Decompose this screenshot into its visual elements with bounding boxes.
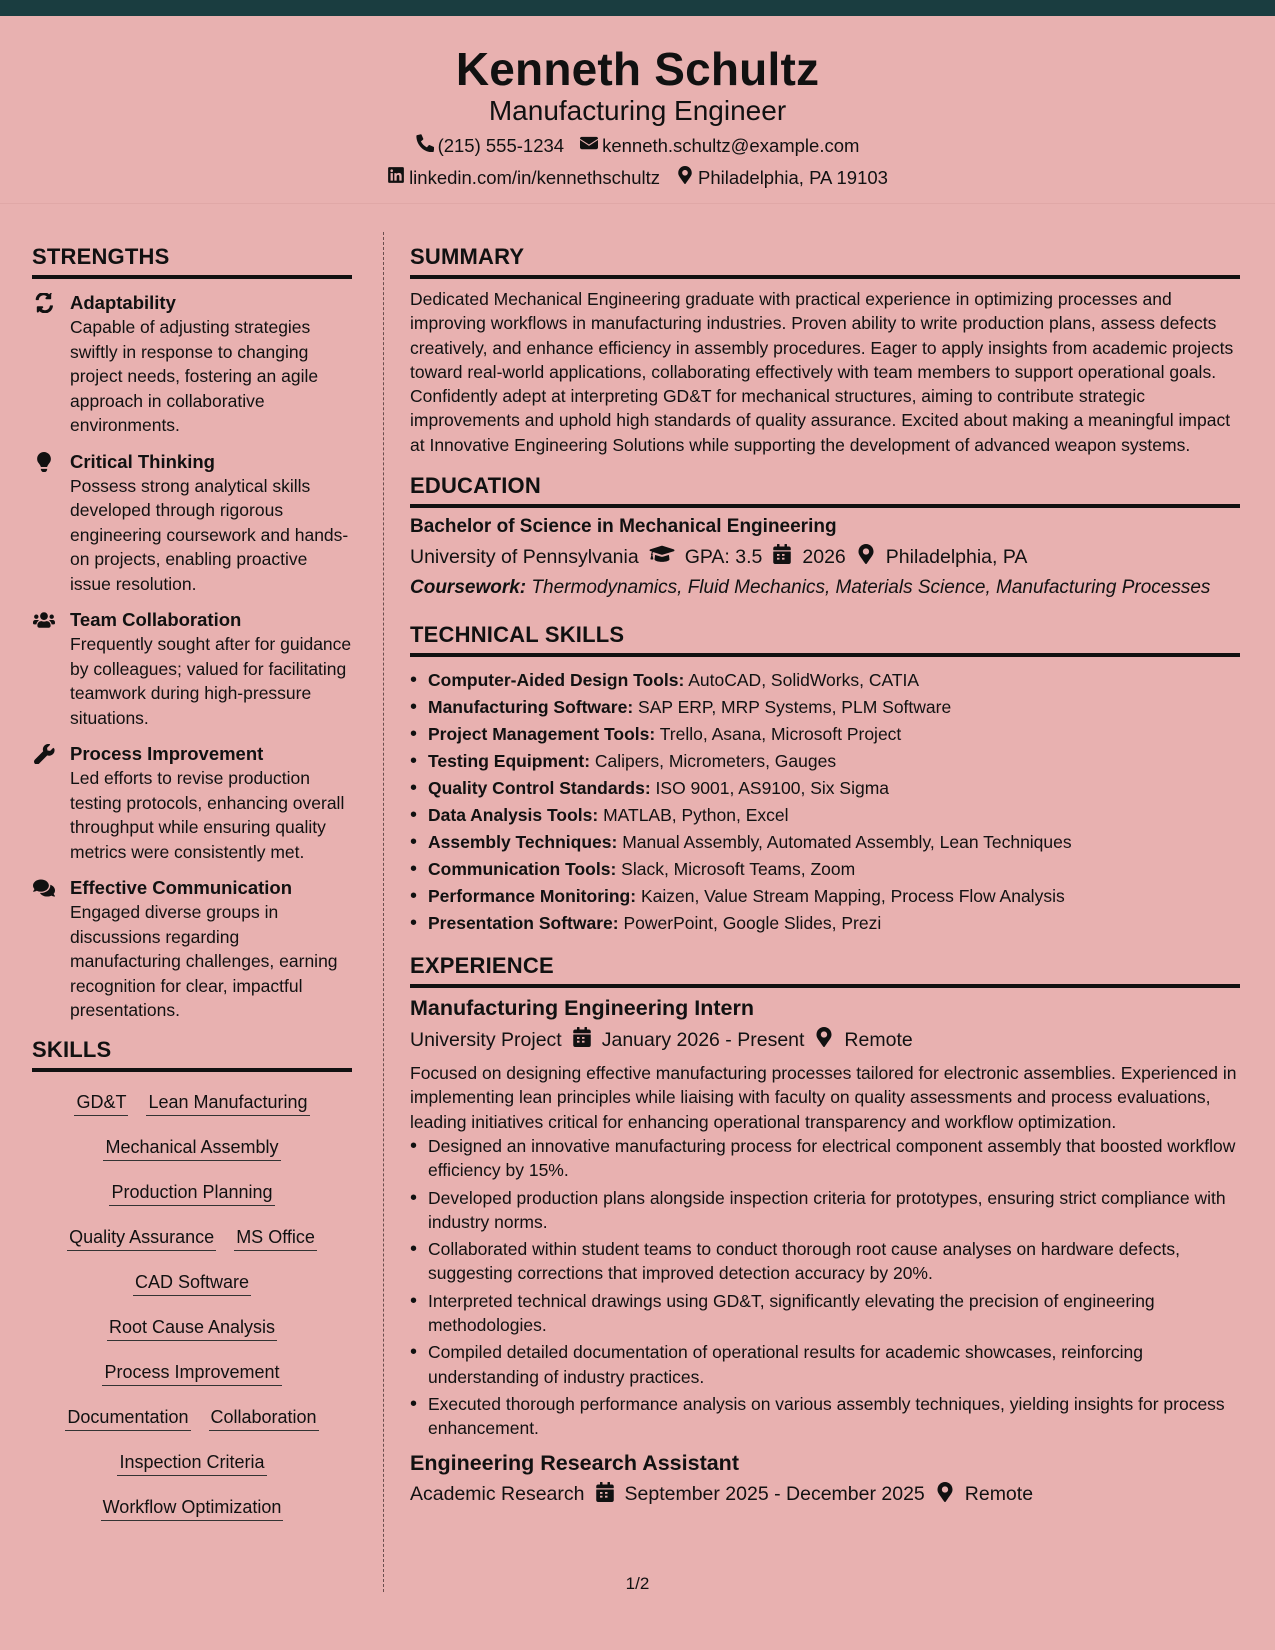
strength-desc: Engaged diverse groups in discussions regarding manufacturing challenges, earning recognition for clear, impactful presentations. xyxy=(70,902,338,1020)
technical-skills-list xyxy=(410,667,1240,937)
skill-tag: CAD Software xyxy=(133,1272,251,1296)
users-icon xyxy=(33,610,55,630)
contact-row-2 xyxy=(0,166,1275,189)
job-dates: January 2026 - Present xyxy=(601,1028,805,1051)
job-meta xyxy=(410,1482,1240,1508)
wrench-icon xyxy=(33,744,55,764)
skill-tag: Inspection Criteria xyxy=(117,1452,266,1476)
list-item xyxy=(410,775,1240,802)
phone-contact xyxy=(416,134,565,157)
school-name: University of Pennsylvania xyxy=(410,545,639,568)
phone-icon xyxy=(416,134,434,157)
list-item xyxy=(410,802,1240,829)
skills-heading: SKILLS xyxy=(32,1037,352,1072)
job-org: University Project xyxy=(410,1028,562,1051)
top-accent-bar xyxy=(0,0,1275,16)
summary-heading: SUMMARY xyxy=(410,244,1240,279)
skill-category: Presentation Software: xyxy=(428,913,619,934)
skill-category: Computer-Aided Design Tools: xyxy=(428,670,685,691)
list-item: • Developed production plans alongside inspection criteria for prototypes, ensuring strict compliance with industry norms. xyxy=(410,1186,1240,1235)
contact-row-1 xyxy=(0,134,1275,157)
comments-icon xyxy=(33,878,55,898)
map-marker-icon xyxy=(814,1027,834,1053)
skill-row xyxy=(32,1172,352,1217)
skill-values: ISO 9001, AS9100, Six Sigma xyxy=(655,778,890,799)
skill-tag: Lean Manufacturing xyxy=(146,1092,309,1116)
experience-heading: EXPERIENCE xyxy=(410,953,1240,988)
list-item xyxy=(410,721,1240,748)
skill-tag: Documentation xyxy=(65,1407,190,1431)
strength-name: Team Collaboration xyxy=(70,609,242,630)
job-org: Academic Research xyxy=(410,1483,585,1506)
strength-desc: Possess strong analytical skills developed through rigorous engineering coursework and hands-on projects, enabling proactive issue resolution. xyxy=(70,475,349,594)
candidate-name: Kenneth Schultz xyxy=(455,43,820,95)
resume-header xyxy=(0,16,1275,204)
strength-name: Adaptability xyxy=(70,292,176,313)
skill-category: Quality Control Standards: xyxy=(428,778,651,799)
linkedin-contact[interactable] xyxy=(387,166,660,189)
skill-row xyxy=(32,1352,352,1397)
strength-name: Effective Communication xyxy=(70,877,293,898)
skill-tag: GD&T xyxy=(74,1092,128,1116)
linkedin-icon xyxy=(387,166,405,189)
phone-text: (215) 555-1234 xyxy=(437,134,565,156)
skill-values: Slack, Microsoft Teams, Zoom xyxy=(621,859,856,880)
skill-row xyxy=(32,1262,352,1307)
job-dates: September 2025 - December 2025 xyxy=(624,1483,925,1506)
list-item: • Interpreted technical drawings using GD&T, significantly elevating the precision of engineering methodologies. xyxy=(410,1289,1240,1338)
strength-item xyxy=(32,608,352,730)
list-item: • Compiled detailed documentation of operational results for academic showcases, reinforcing understanding of industry practices. xyxy=(410,1340,1240,1389)
strength-desc: Frequently sought after for guidance by colleagues; valued for facilitating teamwork during high-pressure situations. xyxy=(70,634,352,728)
job-description: Focused on designing effective manufacturing processes tailored for electronic assemblies. Experienced in implementing lean principles while liaising with faculty on quality assessments and process evaluations, leading initiatives critical for enhancing operational transparency and workflow optimization. xyxy=(410,1063,1237,1132)
strength-item xyxy=(32,742,352,864)
strength-item xyxy=(32,876,352,1023)
linkedin-text: linkedin.com/in/kennethschultz xyxy=(409,166,660,188)
skill-category: Project Management Tools: xyxy=(428,724,656,745)
location-contact xyxy=(676,166,888,189)
job-title: Manufacturing Engineering Intern xyxy=(410,996,755,1021)
list-item: • Designed an innovative manufacturing process for electrical component assembly that boosted workflow efficiency by 15%. xyxy=(410,1134,1240,1183)
sync-icon xyxy=(33,293,55,313)
job-location: Remote xyxy=(844,1028,913,1051)
school-location: Philadelphia, PA xyxy=(885,545,1028,568)
skill-row xyxy=(32,1442,352,1487)
column-divider xyxy=(383,232,384,1592)
skill-tag: Production Planning xyxy=(109,1182,274,1206)
skill-row xyxy=(32,1487,352,1532)
list-item xyxy=(410,910,1240,937)
list-item xyxy=(410,748,1240,775)
email-text: kenneth.schultz@example.com xyxy=(602,134,860,156)
page-number: 1/2 xyxy=(625,1574,650,1593)
skill-row xyxy=(32,1082,352,1127)
skill-row xyxy=(32,1217,352,1262)
calendar-icon xyxy=(572,1027,592,1053)
strength-item xyxy=(32,291,352,438)
strength-desc: Led efforts to revise production testing protocols, enhancing overall throughput while ensuring quality metrics were consistently met. xyxy=(70,768,345,862)
list-item: • Executed thorough performance analysis on various assembly techniques, yielding insights for process enhancement. xyxy=(410,1392,1240,1441)
skill-tag: Root Cause Analysis xyxy=(107,1317,277,1341)
skill-values: Trello, Asana, Microsoft Project xyxy=(659,724,902,745)
degree-title: Bachelor of Science in Mechanical Engineering xyxy=(410,516,837,538)
calendar-icon xyxy=(595,1482,615,1508)
skill-tag: Workflow Optimization xyxy=(101,1497,284,1521)
skill-category: Assembly Techniques: xyxy=(428,832,618,853)
list-item xyxy=(410,667,1240,694)
left-column xyxy=(32,244,352,1532)
location-text: Philadelphia, PA 19103 xyxy=(697,166,888,188)
map-marker-icon xyxy=(935,1482,955,1508)
list-item xyxy=(410,829,1240,856)
envelope-icon xyxy=(580,134,598,157)
skills-list xyxy=(32,1082,352,1532)
skill-values: SAP ERP, MRP Systems, PLM Software xyxy=(638,697,952,718)
education-meta xyxy=(410,544,1240,570)
lightbulb-icon xyxy=(33,452,55,472)
strengths-heading: STRENGTHS xyxy=(32,244,352,279)
job-location: Remote xyxy=(964,1483,1034,1506)
skill-category: Manufacturing Software: xyxy=(428,697,634,718)
skill-category: Performance Monitoring: xyxy=(428,886,637,907)
skill-values: AutoCAD, SolidWorks, CATIA xyxy=(688,670,920,691)
technical-skills-heading: TECHNICAL SKILLS xyxy=(410,622,1240,657)
list-item xyxy=(410,883,1240,910)
skill-values: Manual Assembly, Automated Assembly, Lean Techniques xyxy=(622,832,1072,853)
email-contact[interactable] xyxy=(580,134,859,157)
strength-desc: Capable of adjusting strategies swiftly in response to changing project needs, fostering an agile approach in collaborative environments. xyxy=(70,317,319,435)
skill-values: MATLAB, Python, Excel xyxy=(603,805,789,826)
map-marker-icon xyxy=(676,166,694,189)
skill-values: PowerPoint, Google Slides, Prezi xyxy=(623,913,882,934)
right-column xyxy=(410,244,1240,1508)
strength-name: Critical Thinking xyxy=(70,450,215,472)
skill-category: Communication Tools: xyxy=(428,859,617,880)
list-item: • Collaborated within student teams to conduct thorough root cause analyses on hardware defects, suggesting corrections that improved detection accuracy by 20%. xyxy=(410,1237,1240,1286)
gpa-text: GPA: 3.5 xyxy=(684,545,763,568)
job-meta xyxy=(410,1027,1240,1053)
skill-values: Kaizen, Value Stream Mapping, Process Flow Analysis xyxy=(640,886,1065,907)
skill-tag: MS Office xyxy=(234,1227,317,1251)
job-bullets xyxy=(410,1134,1240,1441)
strength-item xyxy=(32,450,352,597)
coursework-list: Thermodynamics, Fluid Mechanics, Materials Science, Manufacturing Processes xyxy=(531,577,1211,599)
skill-values: Calipers, Micrometers, Gauges xyxy=(594,751,837,772)
skill-tag: Process Improvement xyxy=(102,1362,281,1386)
calendar-icon xyxy=(772,544,792,570)
graduation-cap-icon xyxy=(649,544,675,570)
candidate-role: Manufacturing Engineer xyxy=(488,95,787,126)
map-marker-icon xyxy=(856,544,876,570)
strength-name: Process Improvement xyxy=(70,743,264,764)
summary-text: Dedicated Mechanical Engineering graduate with practical experience in optimizing processes and improving workflows in manufacturing industries. Proven ability to write production plans, assess defects creatively, and enhance efficiency in assembly procedures. Eager to apply insights from academic projects toward real-world applications, collaborating effectively with team members to support operational goals. Confidently adept at interpreting GD&T for mechanical structures, aiming to contribute strategic improvements and uphold high standards of quality assurance. Excited about making a meaningful impact at Innovative Engineering Solutions while supporting the development of advanced weapon systems. xyxy=(410,289,1234,455)
skill-category: Testing Equipment: xyxy=(428,751,591,772)
graduation-year: 2026 xyxy=(802,545,846,568)
coursework xyxy=(410,576,1240,600)
skill-tag: Quality Assurance xyxy=(67,1227,216,1251)
list-item xyxy=(410,856,1240,883)
education-heading: EDUCATION xyxy=(410,473,1240,508)
skill-row xyxy=(32,1397,352,1442)
skill-category: Data Analysis Tools: xyxy=(428,805,599,826)
coursework-label: Coursework: xyxy=(410,577,527,599)
list-item xyxy=(410,694,1240,721)
skill-row xyxy=(32,1127,352,1172)
job-title: Engineering Research Assistant xyxy=(410,1450,739,1475)
skill-tag: Mechanical Assembly xyxy=(103,1137,280,1161)
skill-row xyxy=(32,1307,352,1352)
skill-tag: Collaboration xyxy=(209,1407,319,1431)
